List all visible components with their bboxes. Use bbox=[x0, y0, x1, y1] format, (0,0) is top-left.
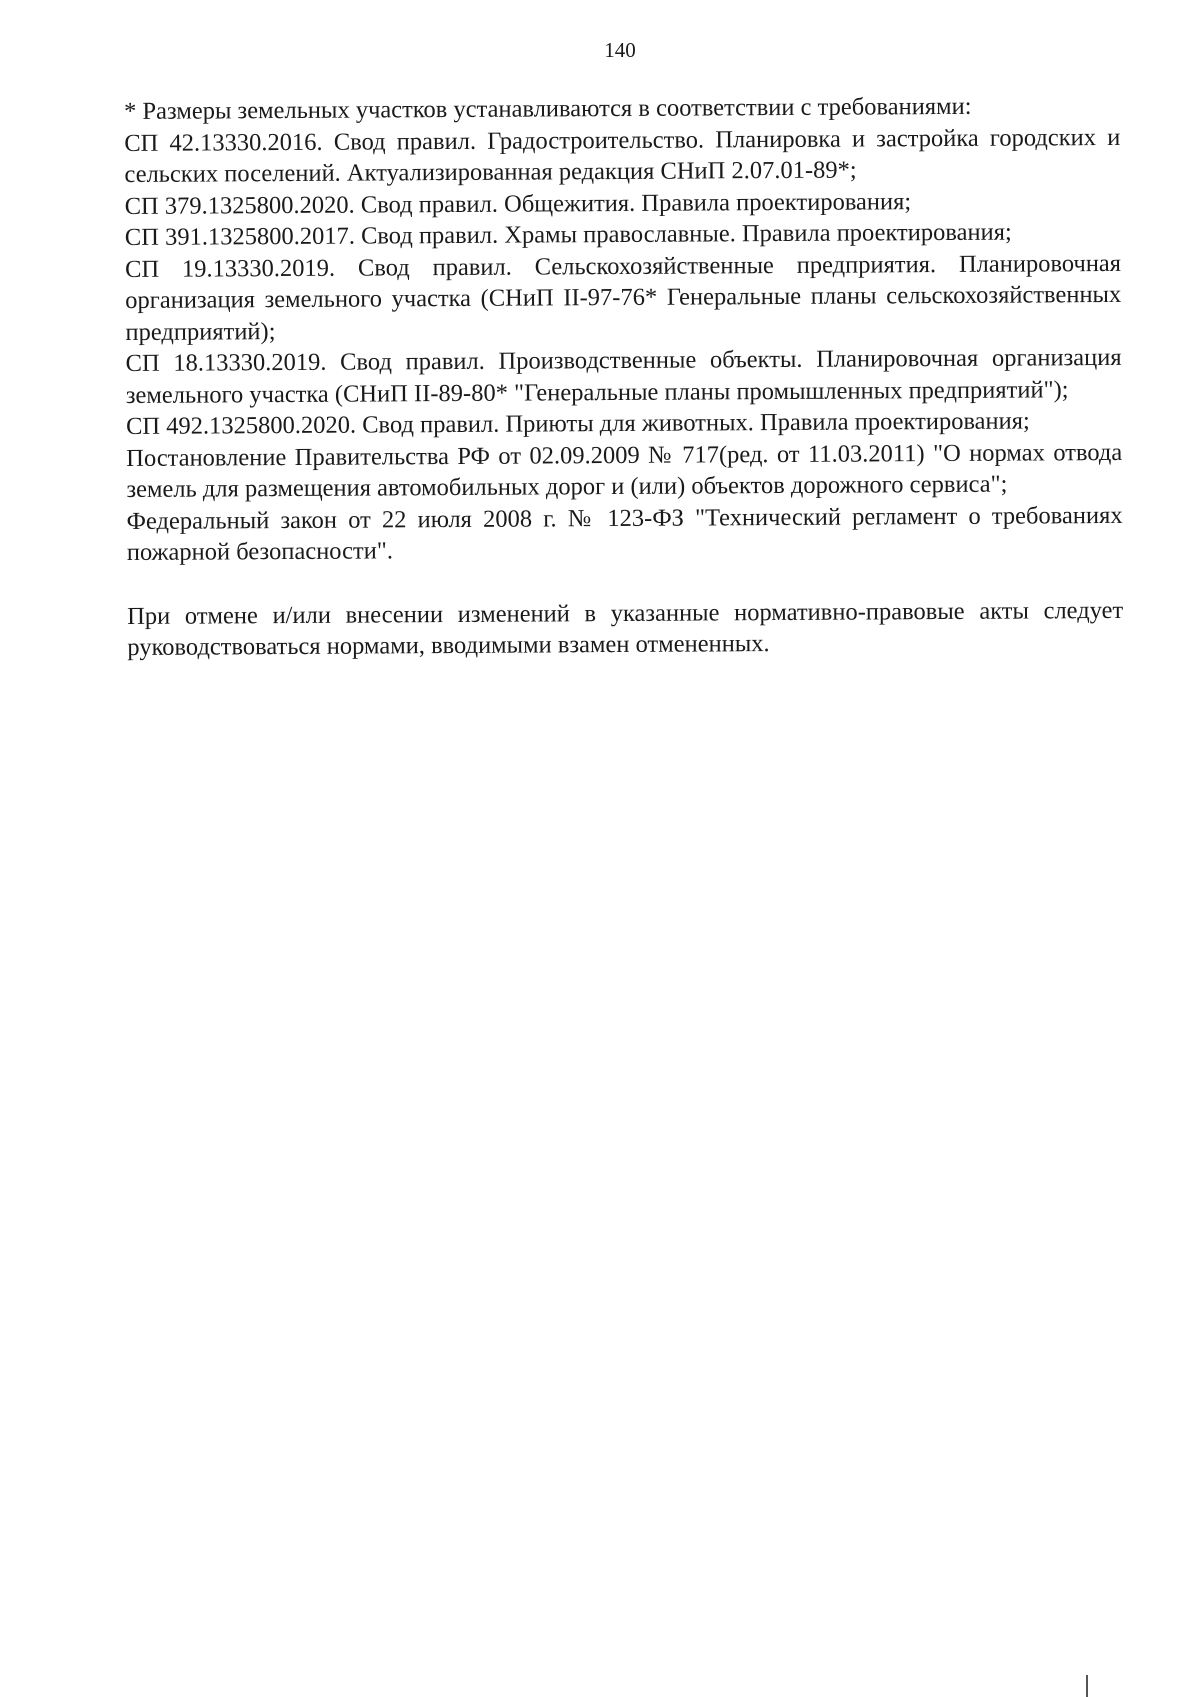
page-number: 140 bbox=[604, 38, 636, 62]
regulation-item: СП 42.13330.2016. Свод правил. Градостроительство. Планировка и застройка городских и сельских поселений. Актуализированная редакция СНиП 2.07.01-89*; bbox=[124, 123, 1121, 188]
regulation-item: СП 19.13330.2019. Свод правил. Сельскохозяйственные предприятия. Планировочная организация земельного участка (СНиП II-97-76* Генеральные планы сельскохозяйственных предприятий); bbox=[124, 249, 1122, 346]
regulation-item: СП 391.1325800.2017. Свод правил. Храмы православные. Правила проектирования; bbox=[124, 218, 1012, 251]
regulation-item: Федеральный закон от 22 июля 2008 г. № 123-ФЗ "Технический регламент о требованиях пожарной безопасности". bbox=[126, 501, 1123, 566]
regulation-item: Постановление Правительства РФ от 02.09.2009 № 717(ред. от 11.03.2011) "О нормах отвода земель для размещения автомобильных дорог и (или) объектов дорожного сервиса"; bbox=[126, 438, 1123, 503]
regulation-item: СП 18.13330.2019. Свод правил. Производственные объекты. Планировочная организация земельного участка (СНиП II-89-80* "Генеральные планы промышленных предприятий"); bbox=[125, 343, 1122, 409]
scan-edge-mark bbox=[1086, 1675, 1088, 1697]
document-body bbox=[124, 90, 1123, 664]
footnote-intro: * Размеры земельных участков устанавливаются в соответствии с требованиями: bbox=[124, 92, 972, 125]
regulation-item: СП 379.1325800.2020. Свод правил. Общежития. Правила проектирования; bbox=[124, 187, 912, 220]
closing-paragraph: При отмене и/или внесении изменений в указанные нормативно-правовые акты следует руководствоваться нормами, вводимыми взамен отмененных. bbox=[127, 596, 1124, 661]
regulation-item: СП 492.1325800.2020. Свод правил. Приюты для животных. Правила проектирования; bbox=[125, 407, 1030, 440]
